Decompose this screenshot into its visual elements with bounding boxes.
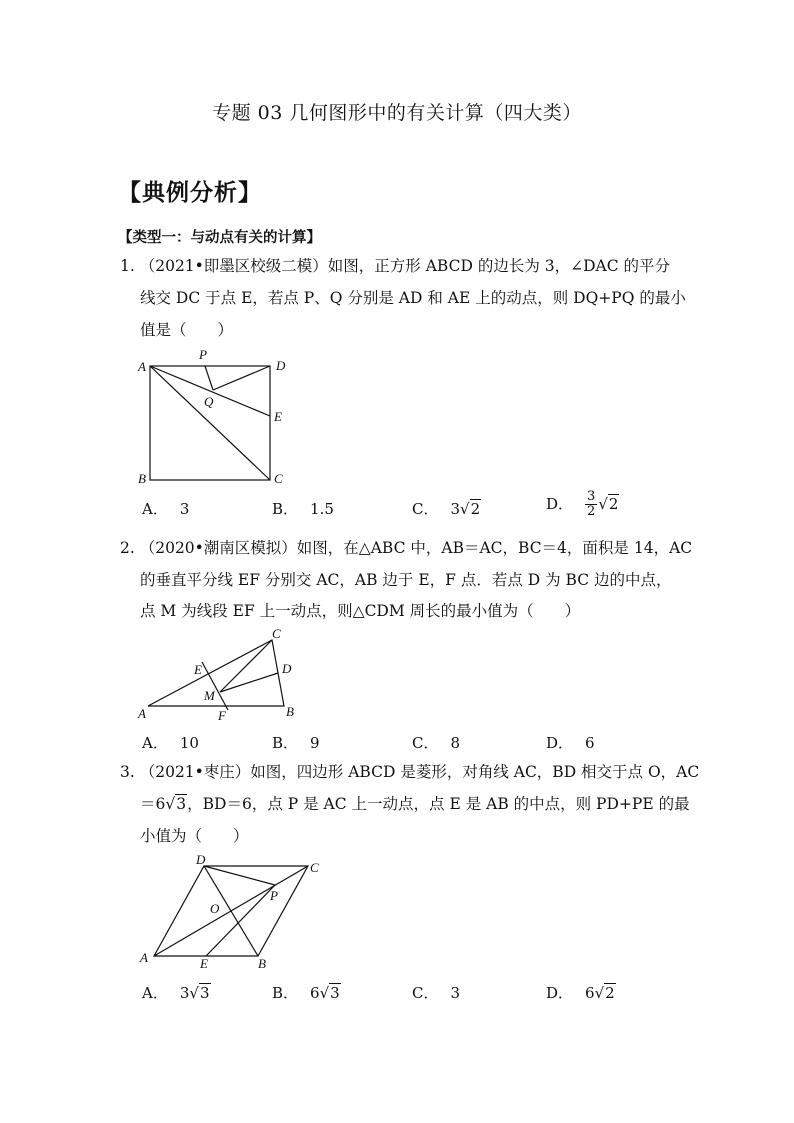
q3-option-c-value: 3 <box>450 984 461 1002</box>
q3-option-d-radicand: 2 <box>605 984 615 1002</box>
segment-dq <box>213 366 270 390</box>
q2-option-a-label: A． <box>142 734 168 752</box>
question-3-line-1: 3. （2021•枣庄）如图，四边形 ABCD 是菱形，对角线 AC，BD 相交于点 O，AC <box>120 763 700 781</box>
question-3-line-3: 小值为（ ） <box>140 827 249 845</box>
label-p: P <box>270 888 278 903</box>
q2-option-d-label: D． <box>546 734 574 752</box>
label-b: B <box>286 704 294 719</box>
question-3-line-2: ＝6√3，BD＝6，点 P 是 AC 上一动点，点 E 是 AB 的中点，则 PD+PE 的最 <box>140 795 690 813</box>
question-2-line-2: 的垂直平分线 EF 分别交 AC，AB 边于 E，F 点．若点 D 为 BC 边的中点， <box>140 571 672 589</box>
question-1-line-2: 线交 DC 于点 E，若点 P、Q 分别是 AD 和 AE 上的动点，则 DQ+PQ 的最小 <box>140 289 686 307</box>
segment-ep <box>206 885 275 956</box>
page-title: 专题 03 几何图形中的有关计算（四大类） <box>212 102 582 124</box>
triangle-abc <box>148 640 284 706</box>
question-3-line-2-radicand: 3 <box>176 795 187 813</box>
label-e: E <box>200 956 208 971</box>
q3-option-c-label: C． <box>412 984 439 1002</box>
q3-option-b-coef: 6 <box>310 984 320 1002</box>
q3-option-a-radicand: 3 <box>199 984 210 1002</box>
q1-option-a[interactable] <box>142 498 189 519</box>
label-a: A <box>138 706 146 721</box>
label-p: P <box>199 347 207 362</box>
label-c: C <box>272 626 281 641</box>
label-c: C <box>274 471 283 486</box>
q1-option-a-label: A． <box>142 500 168 518</box>
q3-option-b-label: B． <box>272 984 299 1002</box>
label-a: A <box>138 359 146 374</box>
sqrt-symbol: √2 <box>594 984 615 1002</box>
q3-option-d-label: D． <box>546 984 574 1002</box>
q3-option-c[interactable] <box>412 982 460 1003</box>
q3-option-b[interactable] <box>272 982 341 1003</box>
q1-option-a-value: 3 <box>179 500 190 518</box>
q3-option-d[interactable] <box>546 982 616 1003</box>
q1-option-d-denominator: 2 <box>587 504 596 519</box>
question-3-figure <box>134 852 334 976</box>
q3-option-a[interactable] <box>142 982 211 1003</box>
label-b: B <box>258 956 266 971</box>
label-f: F <box>218 708 226 723</box>
sqrt-symbol: √2 <box>598 494 619 513</box>
q1-option-c-radicand: 2 <box>470 500 481 518</box>
q2-option-a-value: 10 <box>179 734 199 752</box>
question-2-figure <box>134 626 314 726</box>
q3-option-d-coef: 6 <box>585 984 595 1002</box>
label-o: O <box>210 901 220 916</box>
segment-dp <box>204 866 275 885</box>
question-3-line-2-prefix: ＝6 <box>140 795 166 813</box>
sqrt-symbol: √3 <box>189 984 210 1002</box>
category-heading: 【类型一：与动点有关的计算】 <box>118 229 321 246</box>
q1-option-c[interactable] <box>412 498 481 519</box>
q1-option-d-label: D． <box>546 494 574 513</box>
section-heading: 【典例分析】 <box>118 179 262 206</box>
q3-option-a-label: A． <box>142 984 168 1002</box>
label-c: C <box>310 860 319 875</box>
fraction <box>585 490 597 519</box>
label-e: E <box>274 409 282 424</box>
q2-option-c-value: 8 <box>450 734 461 752</box>
q1-option-b-label: B． <box>272 500 299 518</box>
q2-option-d-value: 6 <box>585 734 595 752</box>
q1-option-b-value: 1.5 <box>310 500 334 518</box>
label-a: A <box>140 950 148 965</box>
q2-option-c[interactable] <box>412 732 460 753</box>
label-m: M <box>204 688 215 703</box>
segment-pq <box>205 366 213 390</box>
label-d: D <box>282 661 292 676</box>
question-2-line-3: 点 M 为线段 EF 上一动点，则△CDM 周长的最小值为（ ） <box>140 602 581 620</box>
label-q: Q <box>204 394 214 409</box>
q2-option-a[interactable] <box>142 732 199 753</box>
q2-option-c-label: C． <box>412 734 439 752</box>
q2-option-b-value: 9 <box>310 734 320 752</box>
diagonal-ac <box>150 366 270 480</box>
q1-option-d-radicand: 2 <box>608 494 619 513</box>
q1-option-d-numerator: 3 <box>587 489 596 504</box>
sqrt-symbol: √3 <box>165 795 187 813</box>
q1-option-b[interactable] <box>272 498 334 519</box>
sqrt-symbol: √3 <box>319 984 340 1002</box>
q1-option-d[interactable] <box>546 490 619 519</box>
q1-option-c-coef: 3 <box>450 500 461 518</box>
question-3-line-2-rest: BD＝6，点 P 是 AC 上一动点，点 E 是 AB 的中点，则 PD+PE 的最 <box>202 795 690 813</box>
q2-option-d[interactable] <box>546 732 595 753</box>
q2-option-b-label: B． <box>272 734 299 752</box>
label-d: D <box>276 358 286 373</box>
q2-option-b[interactable] <box>272 732 320 753</box>
q3-option-a-coef: 3 <box>179 984 190 1002</box>
label-e: E <box>194 662 202 677</box>
question-1-figure <box>134 344 304 489</box>
question-2-line-1: 2. （2020•潮南区模拟）如图，在△ABC 中，AB＝AC，BC＝4，面积是 14，AC <box>120 539 693 557</box>
sqrt-symbol: √2 <box>460 500 481 518</box>
label-b: B <box>138 471 146 486</box>
question-1-line-1: 1. （2021•即墨区校级二模）如图，正方形 ABCD 的边长为 3，∠DAC 的平分 <box>120 257 671 275</box>
question-1-line-3: 值是（ ） <box>140 321 234 339</box>
q3-option-b-radicand: 3 <box>330 984 340 1002</box>
q1-option-c-label: C． <box>412 500 439 518</box>
segment-mc <box>220 640 272 692</box>
label-d: D <box>196 852 206 867</box>
